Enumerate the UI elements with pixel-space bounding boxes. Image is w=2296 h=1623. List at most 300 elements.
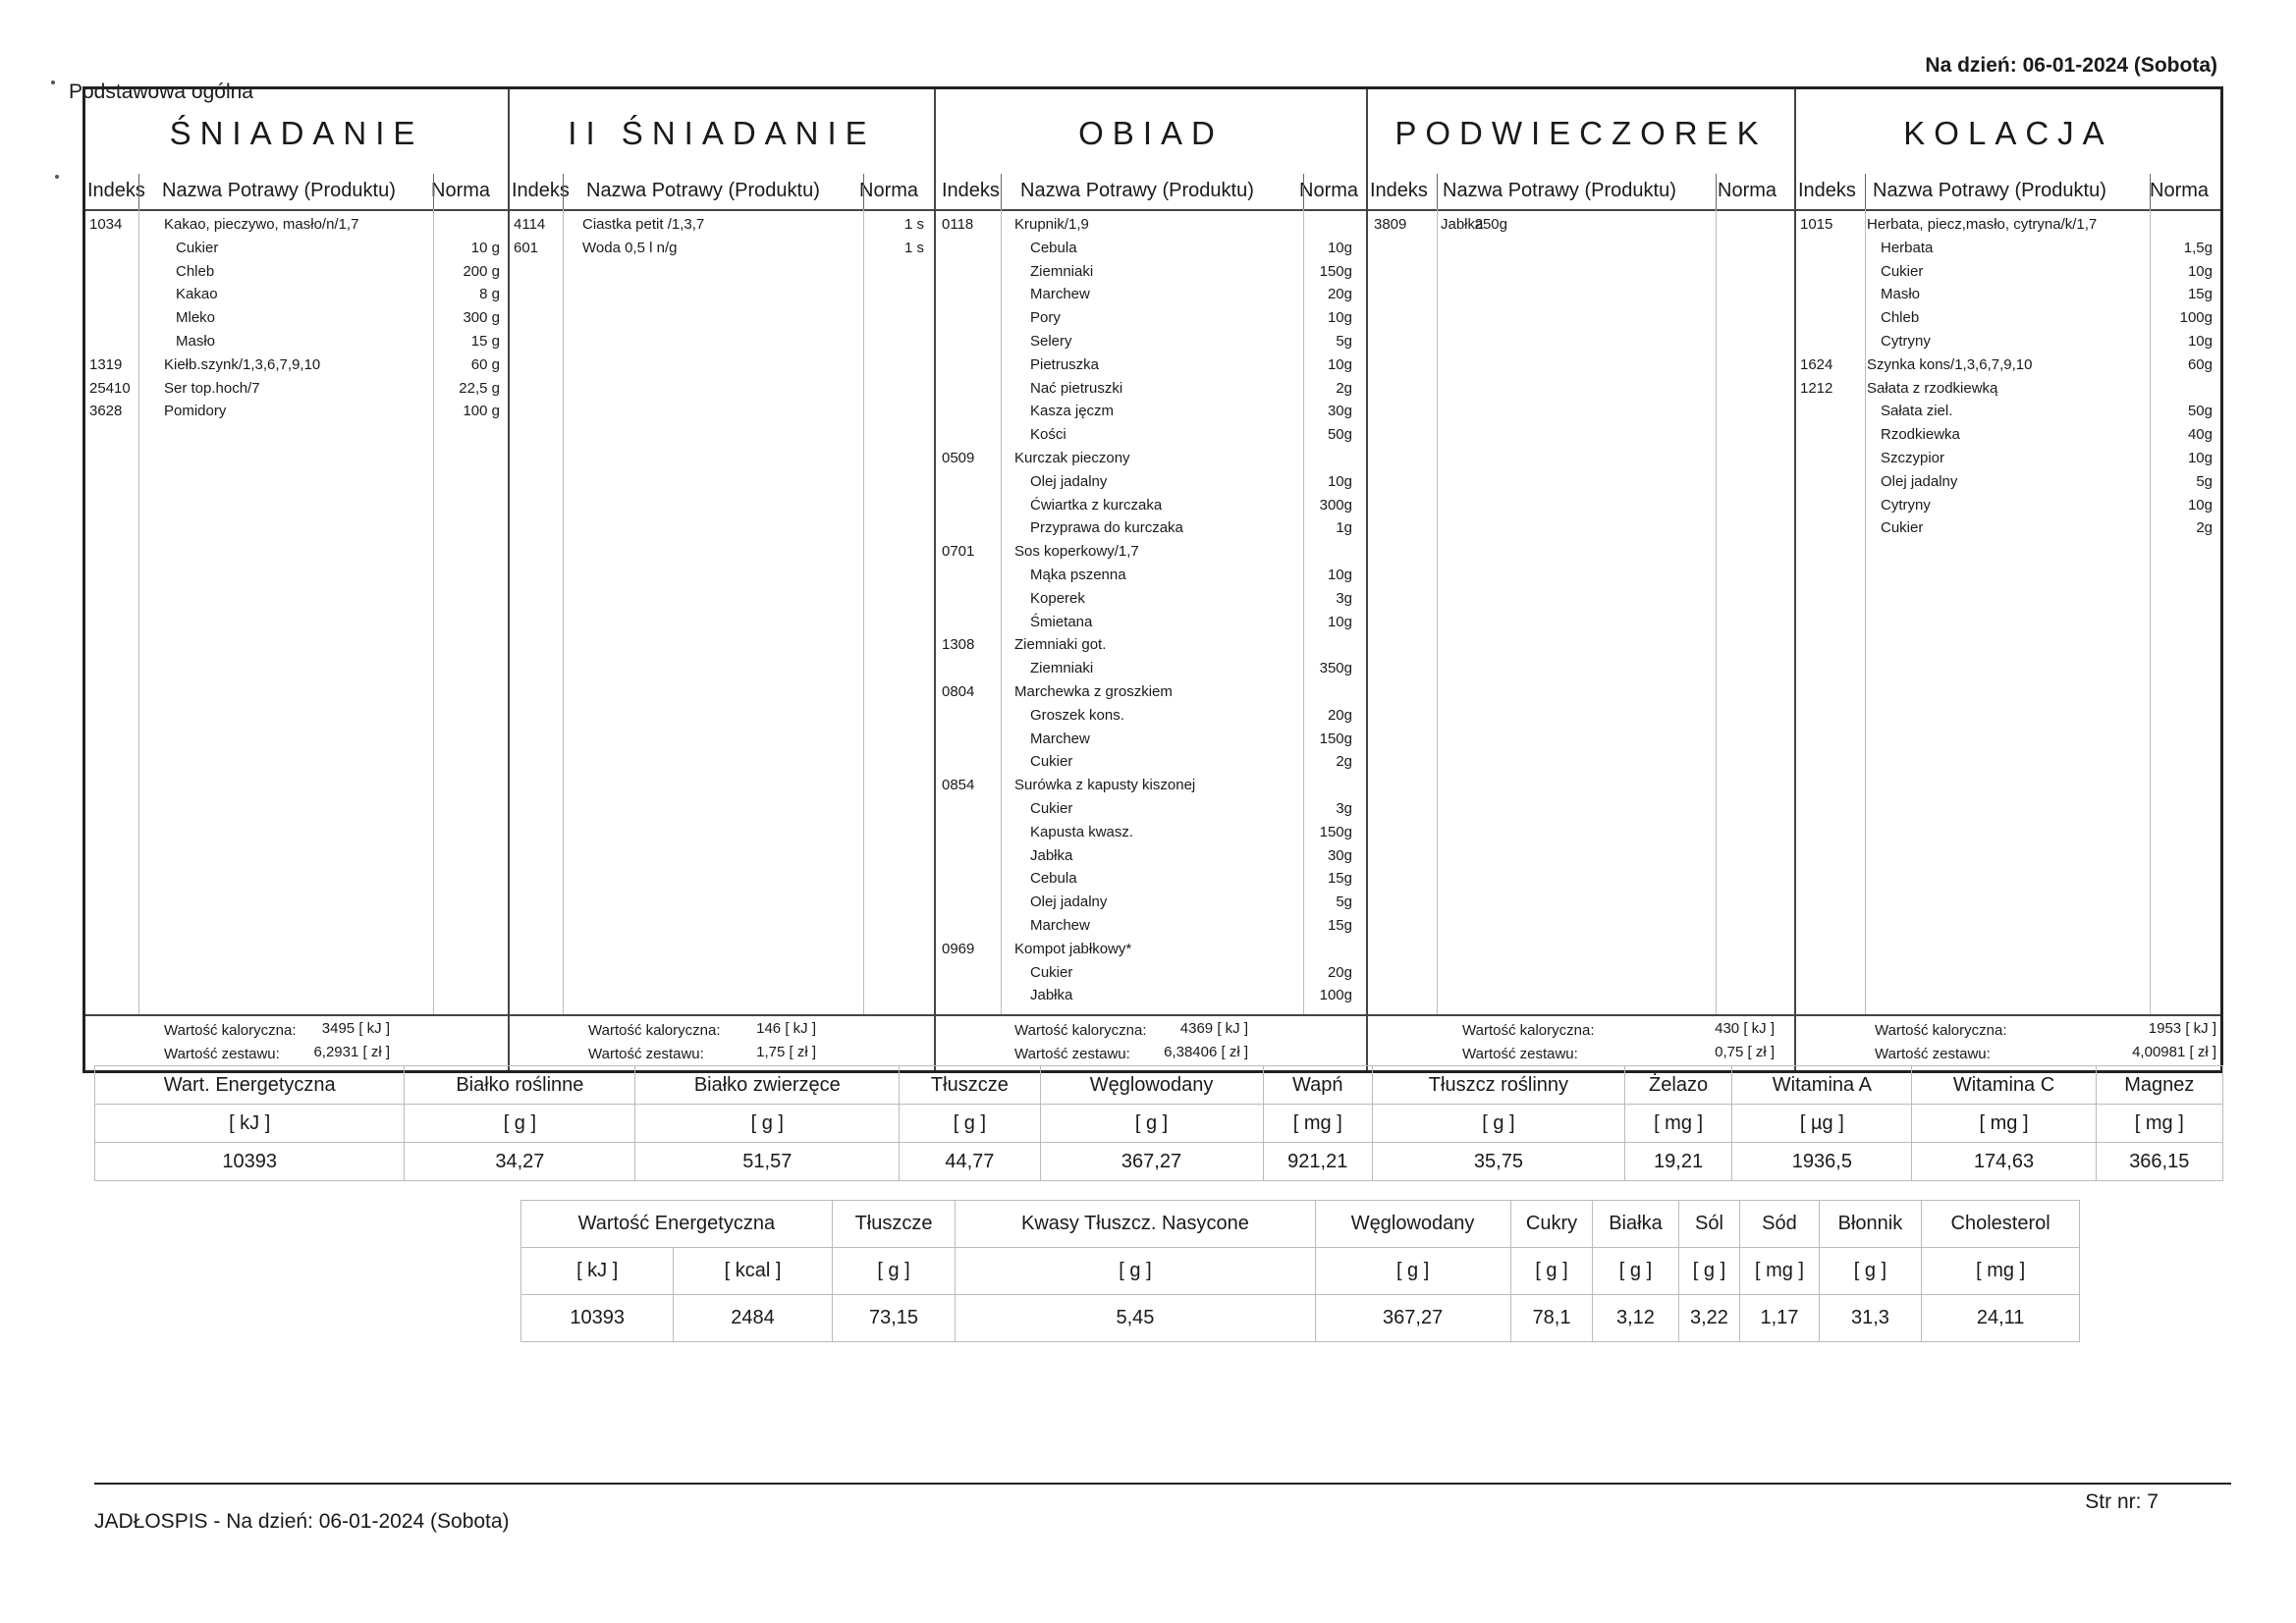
footer-divider xyxy=(94,1483,2231,1485)
item-norma: 20g xyxy=(1327,286,1352,303)
item-index: 0509 xyxy=(942,449,975,466)
table-row xyxy=(936,938,1366,961)
table-row xyxy=(936,260,1366,284)
item-norma: 3g xyxy=(1336,589,1352,607)
nutrient-header: Węglowodany xyxy=(1315,1201,1510,1248)
meal-title: ŚNIADANIE xyxy=(169,115,424,151)
item-name: Jabłka xyxy=(1441,216,1484,233)
item-name: Kompot jabłkowy* xyxy=(1014,940,1132,957)
meal-column-4 xyxy=(1796,89,2220,1070)
header-divider xyxy=(1001,174,1002,209)
item-name: Ser top.hoch/7 xyxy=(164,379,260,397)
nutrient-value: 2484 xyxy=(674,1295,832,1342)
nutrient-header: Cholesterol xyxy=(1922,1201,2080,1248)
item-norma: 3g xyxy=(1336,799,1352,817)
nutrient-value: 3,22 xyxy=(1678,1295,1740,1342)
item-name: Groszek kons. xyxy=(1030,706,1124,724)
item-norma: 22,5 g xyxy=(459,379,500,397)
item-name: Herbata xyxy=(1881,239,1934,256)
table-row xyxy=(936,984,1366,1007)
kcal-label: Wartość kaloryczna: xyxy=(588,1022,721,1039)
table-row xyxy=(936,494,1366,517)
table-row xyxy=(936,377,1366,401)
table-row xyxy=(936,680,1366,704)
item-norma: 200 g xyxy=(463,262,500,280)
table-row xyxy=(1796,516,2220,540)
cost-value: 6,38406 [ zł ] xyxy=(1164,1044,1248,1060)
kcal-label: Wartość kaloryczna: xyxy=(164,1022,297,1039)
item-index: 0854 xyxy=(942,777,975,794)
table-row xyxy=(85,377,508,401)
item-norma: 15 g xyxy=(470,332,500,350)
table-row xyxy=(936,400,1366,423)
item-name: Cytryny xyxy=(1881,496,1931,514)
header-index: Indeks xyxy=(1798,180,1856,201)
item-name: Marchewka z groszkiem xyxy=(1014,682,1173,700)
item-name: Kapusta kwasz. xyxy=(1030,823,1134,840)
item-norma: 10 g xyxy=(470,239,500,256)
nutrient-value: 19,21 xyxy=(1624,1143,1731,1181)
kcal-value: 146 [ kJ ] xyxy=(756,1020,816,1037)
table-row xyxy=(936,704,1366,728)
header-norma: Norma xyxy=(859,180,919,201)
item-index: 1308 xyxy=(942,636,975,654)
kcal-value: 430 [ kJ ] xyxy=(1715,1020,1775,1037)
nutrient-unit: [ g ] xyxy=(1678,1248,1740,1295)
item-norma: 30g xyxy=(1327,846,1352,864)
item-name: Cukier xyxy=(1030,963,1073,981)
item-name: Sałata z rzodkiewką xyxy=(1867,379,1998,397)
meal-rows xyxy=(1368,213,1794,237)
header-name: Nazwa Potrawy (Produktu) xyxy=(1873,180,2106,201)
item-name: Masło xyxy=(176,332,216,350)
nutrient-value: 366,15 xyxy=(2096,1143,2222,1181)
item-name: Kiełb.szynk/1,3,6,7,9,10 xyxy=(164,355,321,373)
meal-column-1 xyxy=(510,89,936,1070)
nutrient-header: Tłuszcz roślinny xyxy=(1373,1066,1625,1105)
item-name: Krupnik/1,9 xyxy=(1014,216,1089,233)
item-name: Śmietana xyxy=(1030,613,1093,630)
nutrient-value: 73,15 xyxy=(832,1295,956,1342)
item-norma: 10g xyxy=(1327,355,1352,373)
item-name: Olej jadalny xyxy=(1030,472,1108,490)
item-index: 0969 xyxy=(942,940,975,957)
meal-summary xyxy=(1796,1014,2220,1070)
cost-label: Wartość zestawu: xyxy=(1875,1046,1991,1062)
meal-rows xyxy=(510,213,934,260)
table-row xyxy=(936,564,1366,587)
item-name: Cytryny xyxy=(1881,332,1931,350)
item-norma: 300 g xyxy=(463,309,500,327)
nutrient-value: 51,57 xyxy=(635,1143,900,1181)
item-name: Herbata, piecz,masło, cytryna/k/1,7 xyxy=(1867,216,2098,233)
item-index: 1624 xyxy=(1800,355,1833,373)
item-name: Cukier xyxy=(1881,519,1924,537)
cost-label: Wartość zestawu: xyxy=(588,1046,704,1062)
nutrient-unit: [ g ] xyxy=(1040,1105,1263,1143)
table-row xyxy=(1796,237,2220,260)
nutrient-header: Magnez xyxy=(2096,1066,2222,1105)
item-name: Przyprawa do kurczaka xyxy=(1030,519,1183,537)
nutrient-unit: [ g ] xyxy=(1510,1248,1593,1295)
meal-summary xyxy=(85,1014,508,1070)
item-name: Pory xyxy=(1030,309,1061,327)
item-norma: 350g xyxy=(1319,660,1352,677)
table-row xyxy=(936,447,1366,470)
header-norma: Norma xyxy=(1718,180,1777,201)
meal-column-3 xyxy=(1368,89,1796,1070)
table-row xyxy=(936,353,1366,377)
column-headers xyxy=(1368,174,1794,211)
item-name: Olej jadalny xyxy=(1030,893,1108,911)
item-index: 3628 xyxy=(89,403,123,420)
item-name: Marchew xyxy=(1030,286,1090,303)
nutrient-header: Wapń xyxy=(1263,1066,1372,1105)
item-norma: 60 g xyxy=(470,355,500,373)
meal-rows xyxy=(85,213,508,423)
item-index: 1212 xyxy=(1800,379,1833,397)
cost-value: 4,00981 [ zł ] xyxy=(2132,1044,2216,1060)
nutrient-unit: [ kcal ] xyxy=(674,1248,832,1295)
item-norma: 50g xyxy=(2187,403,2213,420)
item-norma: 15g xyxy=(1327,870,1352,888)
page-number: Str nr: 7 xyxy=(2085,1490,2159,1513)
diet-name: Podstawowa ogólna xyxy=(69,81,253,103)
column-divider xyxy=(863,209,864,1016)
nutrient-header: Żelazo xyxy=(1624,1066,1731,1105)
nutrient-header: Sól xyxy=(1678,1201,1740,1248)
table-row xyxy=(936,516,1366,540)
item-norma: 5g xyxy=(1336,332,1352,350)
column-divider xyxy=(1716,209,1717,1016)
meal-summary xyxy=(510,1014,934,1070)
header-divider xyxy=(1865,174,1866,209)
header-index: Indeks xyxy=(87,180,145,201)
nutrient-header: Wartość Energetyczna xyxy=(521,1201,833,1248)
nutrient-value: 367,27 xyxy=(1315,1295,1510,1342)
table-row xyxy=(1796,353,2220,377)
table-row xyxy=(1796,470,2220,494)
nutrient-unit: [ g ] xyxy=(1373,1105,1625,1143)
item-norma: 2g xyxy=(1336,379,1352,397)
nutrient-unit: [ g ] xyxy=(1315,1248,1510,1295)
item-index: 1319 xyxy=(89,355,123,373)
table-row xyxy=(1796,423,2220,447)
kcal-value: 3495 [ kJ ] xyxy=(321,1020,390,1037)
nutrient-value: 921,21 xyxy=(1263,1143,1372,1181)
table-row xyxy=(936,891,1366,914)
table-row xyxy=(1796,213,2220,237)
item-name: Ziemniaki got. xyxy=(1014,636,1107,654)
item-norma: 50g xyxy=(1327,426,1352,444)
meal-title: OBIAD xyxy=(1078,115,1224,151)
header-divider xyxy=(1437,174,1438,209)
item-norma: 10g xyxy=(2187,496,2213,514)
header-divider xyxy=(1716,174,1717,209)
item-index: 1015 xyxy=(1800,216,1833,233)
table-row xyxy=(510,213,934,237)
item-name: Mąka pszenna xyxy=(1030,566,1126,583)
item-name: Ziemniaki xyxy=(1030,262,1094,280)
kcal-value: 1953 [ kJ ] xyxy=(2148,1020,2216,1037)
column-headers xyxy=(510,174,934,211)
header-name: Nazwa Potrawy (Produktu) xyxy=(162,180,396,201)
item-name: Ziemniaki xyxy=(1030,660,1094,677)
item-name: Kurczak pieczony xyxy=(1014,449,1130,466)
item-index: 25410 xyxy=(89,379,131,397)
header-name: Nazwa Potrawy (Produktu) xyxy=(1020,180,1254,201)
item-index: 0118 xyxy=(942,216,974,233)
item-name: Cebula xyxy=(1030,239,1077,256)
item-index: 1034 xyxy=(89,216,123,233)
cost-value: 1,75 [ zł ] xyxy=(756,1044,816,1060)
item-name: Pomidory xyxy=(164,403,227,420)
nutrient-header: Tłuszcze xyxy=(832,1201,956,1248)
table-row xyxy=(1796,306,2220,330)
header-divider xyxy=(863,174,864,209)
item-name: Sałata ziel. xyxy=(1881,403,1953,420)
item-norma: 10g xyxy=(1327,472,1352,490)
item-name: Cukier xyxy=(1030,799,1073,817)
table-row xyxy=(936,611,1366,634)
header-divider xyxy=(433,174,434,209)
item-name: Jabłka xyxy=(1030,846,1073,864)
table-row xyxy=(936,423,1366,447)
nutrient-header: Witamina A xyxy=(1732,1066,1912,1105)
item-norma: 100g xyxy=(1319,987,1352,1004)
header-divider xyxy=(563,174,564,209)
table-row xyxy=(936,213,1366,237)
item-index: 4114 xyxy=(514,216,546,233)
nutrient-header: Białko roślinne xyxy=(405,1066,635,1105)
nutrient-unit: [ g ] xyxy=(832,1248,956,1295)
column-divider xyxy=(1437,209,1438,1016)
header-index: Indeks xyxy=(1370,180,1428,201)
menu-table xyxy=(82,86,2223,1073)
header-divider xyxy=(1303,174,1304,209)
header-index: Indeks xyxy=(512,180,570,201)
table-row xyxy=(85,213,508,237)
table-row xyxy=(936,844,1366,868)
table-row xyxy=(936,750,1366,774)
cost-label: Wartość zestawu: xyxy=(1462,1046,1578,1062)
table-row xyxy=(936,821,1366,844)
table-row xyxy=(936,867,1366,891)
table-row xyxy=(1796,494,2220,517)
table-row xyxy=(936,237,1366,260)
item-norma: 10g xyxy=(1327,309,1352,327)
nutrient-value: 3,12 xyxy=(1593,1295,1678,1342)
nutrient-unit: [ kJ ] xyxy=(521,1248,674,1295)
nutrient-unit: [ g ] xyxy=(405,1105,635,1143)
kcal-value: 4369 [ kJ ] xyxy=(1179,1020,1248,1037)
nutrient-value: 10393 xyxy=(95,1143,405,1181)
table-row xyxy=(936,633,1366,657)
kcal-label: Wartość kaloryczna: xyxy=(1014,1022,1147,1039)
column-headers xyxy=(1796,174,2220,211)
header-norma: Norma xyxy=(431,180,491,201)
nutrient-unit: [ mg ] xyxy=(1912,1105,2096,1143)
nutrient-header: Wart. Energetyczna xyxy=(95,1066,405,1105)
nutrient-value: 44,77 xyxy=(900,1143,1040,1181)
nutrient-header: Białko zwierzęce xyxy=(635,1066,900,1105)
item-norma: 250g xyxy=(1474,216,1507,233)
table-row xyxy=(936,330,1366,353)
meal-rows xyxy=(1796,213,2220,540)
item-index: 0804 xyxy=(942,682,975,700)
table-row xyxy=(85,283,508,306)
nutrient-unit: [ mg ] xyxy=(1263,1105,1372,1143)
nutrient-header: Tłuszcze xyxy=(900,1066,1040,1105)
item-index: 601 xyxy=(514,239,539,256)
nutrient-header: Węglowodany xyxy=(1040,1066,1263,1105)
item-norma: 150g xyxy=(1319,730,1352,747)
item-name: Ciastka petit /1,3,7 xyxy=(582,216,705,233)
kcal-label: Wartość kaloryczna: xyxy=(1462,1022,1595,1039)
column-divider xyxy=(563,209,564,1016)
header-norma: Norma xyxy=(2150,180,2210,201)
item-norma: 5g xyxy=(1336,893,1352,911)
meal-summary xyxy=(1368,1014,1794,1070)
item-name: Kakao xyxy=(176,286,218,303)
table-row xyxy=(936,728,1366,751)
cost-value: 0,75 [ zł ] xyxy=(1715,1044,1775,1060)
table-row xyxy=(85,306,508,330)
item-norma: 1g xyxy=(1336,519,1352,537)
table-row xyxy=(1796,377,2220,401)
nutrient-value: 24,11 xyxy=(1922,1295,2080,1342)
table-row xyxy=(85,353,508,377)
item-norma: 150g xyxy=(1319,262,1352,280)
item-name: Koperek xyxy=(1030,589,1085,607)
item-name: Cukier xyxy=(1881,262,1924,280)
nutrient-value: 31,3 xyxy=(1819,1295,1922,1342)
nutrient-unit: [ g ] xyxy=(1593,1248,1678,1295)
nutrient-header: Cukry xyxy=(1510,1201,1593,1248)
item-name: Cukier xyxy=(1030,753,1073,771)
item-norma: 100 g xyxy=(463,403,500,420)
item-name: Surówka z kapusty kiszonej xyxy=(1014,777,1196,794)
item-name: Ćwiartka z kurczaka xyxy=(1030,496,1163,514)
item-name: Rzodkiewka xyxy=(1881,426,1960,444)
item-name: Szynka kons/1,3,6,7,9,10 xyxy=(1867,355,2033,373)
table-row xyxy=(85,260,508,284)
table-row xyxy=(1796,447,2220,470)
item-name: Marchew xyxy=(1030,730,1090,747)
meal-column-2 xyxy=(936,89,1368,1070)
table-row xyxy=(85,330,508,353)
nutrient-unit: [ g ] xyxy=(635,1105,900,1143)
nutrient-unit: [ kJ ] xyxy=(95,1105,405,1143)
nutrient-unit: [ g ] xyxy=(900,1105,1040,1143)
header-date: Na dzień: 06-01-2024 (Sobota) xyxy=(1925,54,2217,77)
item-name: Sos koperkowy/1,7 xyxy=(1014,543,1139,561)
item-name: Chleb xyxy=(176,262,215,280)
meal-summary xyxy=(936,1014,1366,1070)
item-name: Szczypior xyxy=(1881,449,1945,466)
item-norma: 60g xyxy=(2187,355,2213,373)
table-row xyxy=(936,283,1366,306)
table-row xyxy=(936,797,1366,821)
item-norma: 10g xyxy=(1327,613,1352,630)
nutrient-value: 34,27 xyxy=(405,1143,635,1181)
table-row xyxy=(936,540,1366,564)
meal-title: II ŚNIADANIE xyxy=(568,115,876,151)
item-norma: 15g xyxy=(1327,916,1352,934)
table-row xyxy=(936,587,1366,611)
nutrient-unit: [ mg ] xyxy=(1740,1248,1819,1295)
nutrient-value: 1936,5 xyxy=(1732,1143,1912,1181)
header-norma: Norma xyxy=(1299,180,1359,201)
item-name: Pietruszka xyxy=(1030,355,1100,373)
item-index: 0701 xyxy=(942,543,975,561)
header-divider xyxy=(138,174,139,209)
column-headers xyxy=(85,174,508,211)
item-norma: 5g xyxy=(2196,472,2213,490)
item-name: Chleb xyxy=(1881,309,1920,327)
item-norma: 100g xyxy=(2179,309,2213,327)
item-index: 3809 xyxy=(1374,216,1407,233)
cost-label: Wartość zestawu: xyxy=(164,1046,280,1062)
nutrient-header: Witamina C xyxy=(1912,1066,2096,1105)
table-row xyxy=(510,237,934,260)
item-norma: 30g xyxy=(1327,403,1352,420)
nutrient-header: Białka xyxy=(1593,1201,1678,1248)
nutrient-unit: [ µg ] xyxy=(1732,1105,1912,1143)
table-row xyxy=(1796,330,2220,353)
item-name: Kasza jęczm xyxy=(1030,403,1115,420)
table-row xyxy=(1796,400,2220,423)
item-name: Cebula xyxy=(1030,870,1077,888)
item-norma: 10g xyxy=(2187,262,2213,280)
header-name: Nazwa Potrawy (Produktu) xyxy=(1443,180,1676,201)
cost-value: 6,2931 [ zł ] xyxy=(313,1044,390,1060)
cost-label: Wartość zestawu: xyxy=(1014,1046,1130,1062)
item-name: Selery xyxy=(1030,332,1072,350)
nutrient-header: Kwasy Tłuszcz. Nasycone xyxy=(956,1201,1315,1248)
item-norma: 20g xyxy=(1327,963,1352,981)
item-name: Masło xyxy=(1881,286,1921,303)
item-norma: 150g xyxy=(1319,823,1352,840)
nutrition-table-1 xyxy=(94,1065,2223,1181)
item-name: Kakao, pieczywo, masło/n/1,7 xyxy=(164,216,359,233)
meal-title: PODWIECZOREK xyxy=(1394,115,1768,151)
item-name: Marchew xyxy=(1030,916,1090,934)
item-name: Jabłka xyxy=(1030,987,1073,1004)
item-norma: 1,5g xyxy=(2183,239,2213,256)
item-norma: 20g xyxy=(1327,706,1352,724)
header-divider xyxy=(2150,174,2151,209)
nutrient-value: 5,45 xyxy=(956,1295,1315,1342)
table-row xyxy=(85,237,508,260)
item-name: Cukier xyxy=(176,239,219,256)
table-row xyxy=(936,961,1366,985)
nutrient-header: Błonnik xyxy=(1819,1201,1922,1248)
item-norma: 40g xyxy=(2187,426,2213,444)
table-row xyxy=(936,774,1366,797)
meal-rows xyxy=(936,213,1366,1007)
nutrient-value: 367,27 xyxy=(1040,1143,1263,1181)
item-name: Nać pietruszki xyxy=(1030,379,1123,397)
table-row xyxy=(85,400,508,423)
item-name: Olej jadalny xyxy=(1881,472,1958,490)
item-norma: 10g xyxy=(2187,449,2213,466)
item-name: Kości xyxy=(1030,426,1066,444)
item-norma: 2g xyxy=(2196,519,2213,537)
item-norma: 10g xyxy=(1327,239,1352,256)
nutrient-unit: [ mg ] xyxy=(2096,1105,2222,1143)
item-name: Mleko xyxy=(176,309,216,327)
